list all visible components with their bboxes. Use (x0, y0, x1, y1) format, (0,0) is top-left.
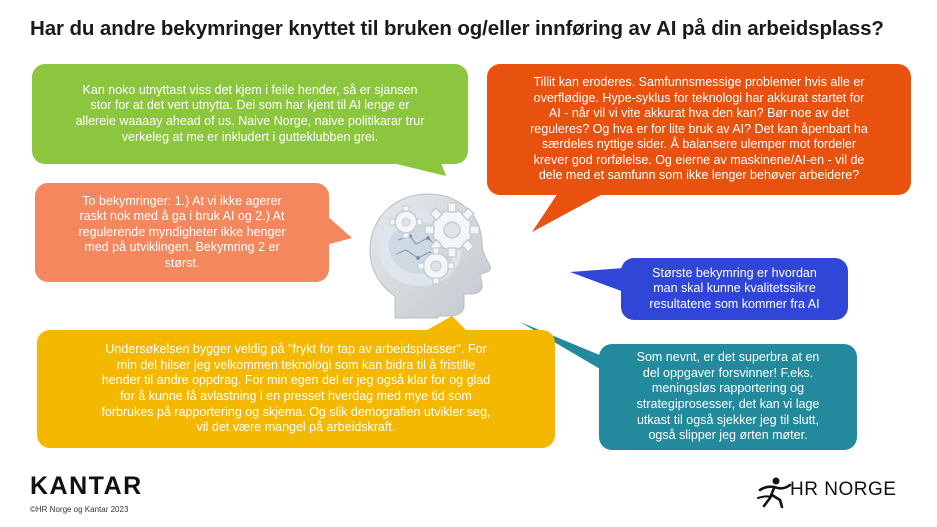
comment-line: forbrukes på rapportering og skjema. Og slik demografien utvikler seg, (101, 404, 491, 419)
comment-line: regulerende myndigheter ikke henger (78, 224, 286, 239)
head-gears-icon (340, 178, 510, 328)
comment-line: dele med et samfunn som ikke lenger behøver arbeidere? (538, 168, 860, 183)
comment-line: Kan noko utnyttast viss det kjem i feile hender, så er sjansen (82, 82, 418, 97)
comment-line: raskt nok med å ga i bruk AI og 2.) At (79, 209, 285, 224)
comment-line: med på utviklingen. Bekymring 2 er (84, 240, 280, 255)
comment-line: stor for at det vert utnytta. Dei som har kjent til AI lenge er (90, 98, 410, 113)
comment-bubble-blue (621, 258, 848, 320)
slide-title: Har du andre bekymringer knyttet til bruken og/eller innføring av AI på din arbeidsplass? (30, 17, 884, 40)
comment-line: min del hilser jeg velkommen teknologi som kan bidra til å fristille (116, 357, 476, 372)
copyright-text: ©HR Norge og Kantar 2023 (30, 505, 129, 514)
comment-line: også slipper jeg ørten møter. (648, 428, 808, 443)
comment-line: for å kunne få avlastning i en presset hverdag med mye tid som (120, 389, 472, 403)
comment-line: særdeles nyttige sider. Å balansere ulemper mot fordeler (541, 137, 857, 152)
hr-norge-logo-text: HR NORGE (790, 479, 897, 500)
comment-line: strategiprosesser, det kan vi lage (636, 397, 820, 411)
comment-line: størst. (164, 255, 200, 270)
comment-bubble-green (32, 64, 468, 164)
comment-line: Tillit kan eroderes. Samfunnsmessige problemer hvis alle er (533, 74, 865, 89)
hr-norge-logo-icon (756, 476, 792, 508)
comment-line: AI - når vil vi vite akkurat hva den kan? Bør noe av det (548, 106, 850, 121)
comment-line: hender til andre oppdrag. For min egen del er jeg også klar for og glad (101, 373, 491, 388)
comment-bubble-salmon (35, 183, 329, 282)
comment-line: man skal kunne kvalitetssikre (653, 281, 816, 296)
comment-line: Som nevnt, er det superbra at en (636, 350, 820, 365)
comment-line: Undersøkelsen bygger veldig på "frykt for tap av arbeidsplasser". For (105, 342, 487, 357)
blue-bubble-tail (570, 268, 624, 292)
comment-bubble-yellow (37, 330, 555, 448)
comment-line: vil det være mangel på arbeidskraft. (196, 420, 396, 435)
kantar-logo: KANTAR (30, 472, 143, 500)
comment-bubble-teal (599, 344, 857, 450)
comment-bubble-orange (487, 64, 911, 195)
comment-line: reguleres? Og hva er for lite bruk av AI? Det kan åpenbart ha (530, 121, 868, 136)
comment-line: krever god rorfølelse. Og eierne av maskinene/AI-en - vil de (533, 152, 865, 167)
comment-line: allereie waaaay ahead of us. Naive Norge, naive politikarar trur (75, 114, 425, 128)
comment-line: Største bekymring er hvordan (652, 265, 817, 280)
orange-bubble-tail (532, 190, 610, 232)
comment-line: To bekymringer: 1.) At vi ikke agerer (82, 193, 282, 208)
comment-line: verkeleg at me er inkludert i gutteklubben grei. (121, 129, 379, 144)
comment-line: del oppgaver forsvinner! F.eks. (642, 365, 814, 380)
comment-line: utkast til også sjekker jeg til slutt, (636, 412, 820, 427)
comment-line: meningsløs rapportering og (651, 381, 805, 396)
comment-line: resultatene som kommer fra AI (649, 296, 820, 311)
comment-line: overflødige. Hype-syklus for teknologi har akkurat startet for (533, 90, 865, 105)
